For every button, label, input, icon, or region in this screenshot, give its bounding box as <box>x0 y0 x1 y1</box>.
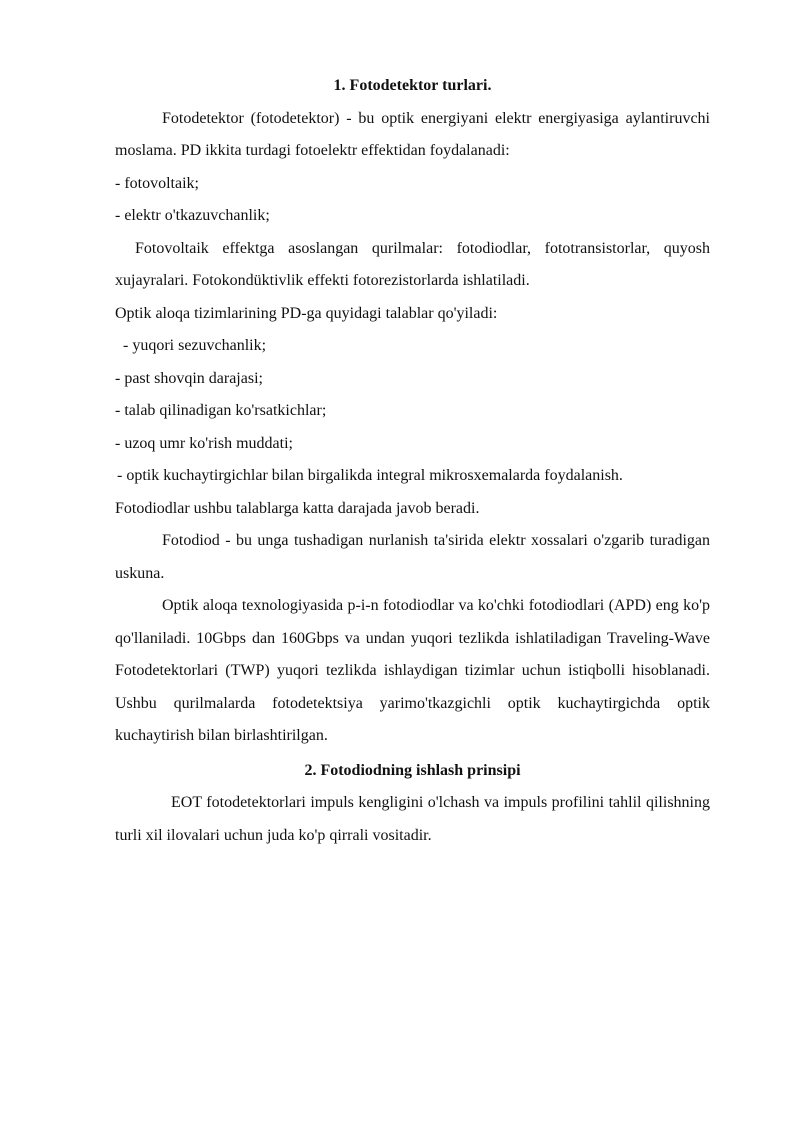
requirements-intro: Optik aloqa tizimlarining PD-ga quyidagi talablar qo'yiladi: <box>115 304 498 322</box>
section-1-title: 1. Fotodetektor turlari. <box>333 77 492 94</box>
requirement-item: - past shovqin darajasi; <box>115 369 263 387</box>
document-page <box>115 70 710 852</box>
section-2-paragraph: EOT fotodetektorlari impuls kengligini o'lchash va impuls profilini tahlil qilishning turli xil ilovalari uchun juda ko'p qirrali vositadir. <box>115 794 710 844</box>
requirements-conclusion: Fotodiodlar ushbu talablarga katta darajada javob beradi. <box>115 499 480 517</box>
devices-paragraph: Fotovoltaik effektga asoslangan qurilmalar: fotodiodlar, fototransistorlar, quyosh xujayralari. Fotokondüktivlik effekti fotorezistorlarda ishlatiladi. <box>115 239 710 289</box>
effect-item-photovoltaic: - fotovoltaik; <box>115 174 199 192</box>
intro-paragraph: Fotodetektor (fotodetektor) - bu optik energiyani elektr energiyasiga aylantiruvchi moslama. PD ikkita turdagi fotoelektr effektidan foydalanadi: <box>115 109 710 159</box>
requirement-item: - optik kuchaytirgichlar bilan birgalikda integral mikrosxemalarda foydalanish. <box>117 467 623 484</box>
requirement-item: - yuqori sezuvchanlik; <box>123 337 267 354</box>
requirement-item: - uzoq umr ko'rish muddati; <box>115 434 293 452</box>
definition-paragraph: Fotodiod - bu unga tushadigan nurlanish ta'sirida elektr xossalari o'zgarib turadigan uskuna. <box>115 532 710 582</box>
requirement-item: - talab qilinadigan ko'rsatkichlar; <box>115 402 327 419</box>
section-2-title: 2. Fotodiodning ishlash prinsipi <box>304 761 521 779</box>
technology-paragraph: Optik aloqa texnologiyasida p-i-n fotodiodlar va ko'chki fotodiodlari (APD) eng ko'p qo'llaniladi. 10Gbps dan 160Gbps va undan yuqori tezlikda ishlatiladigan Traveling-Wave Fotodetektorlari (TWP) yuqori tezlikda ishlaydigan tizimlar uchun istiqbolli hisoblanadi. Ushbu qurilmalarda fotodetektsiya yarimo'tkazgichli optik kuchaytirgichda optik kuchaytirish bilan birlashtirilgan. <box>115 597 710 744</box>
effect-item-conductivity: - elektr o'tkazuvchanlik; <box>115 207 270 224</box>
